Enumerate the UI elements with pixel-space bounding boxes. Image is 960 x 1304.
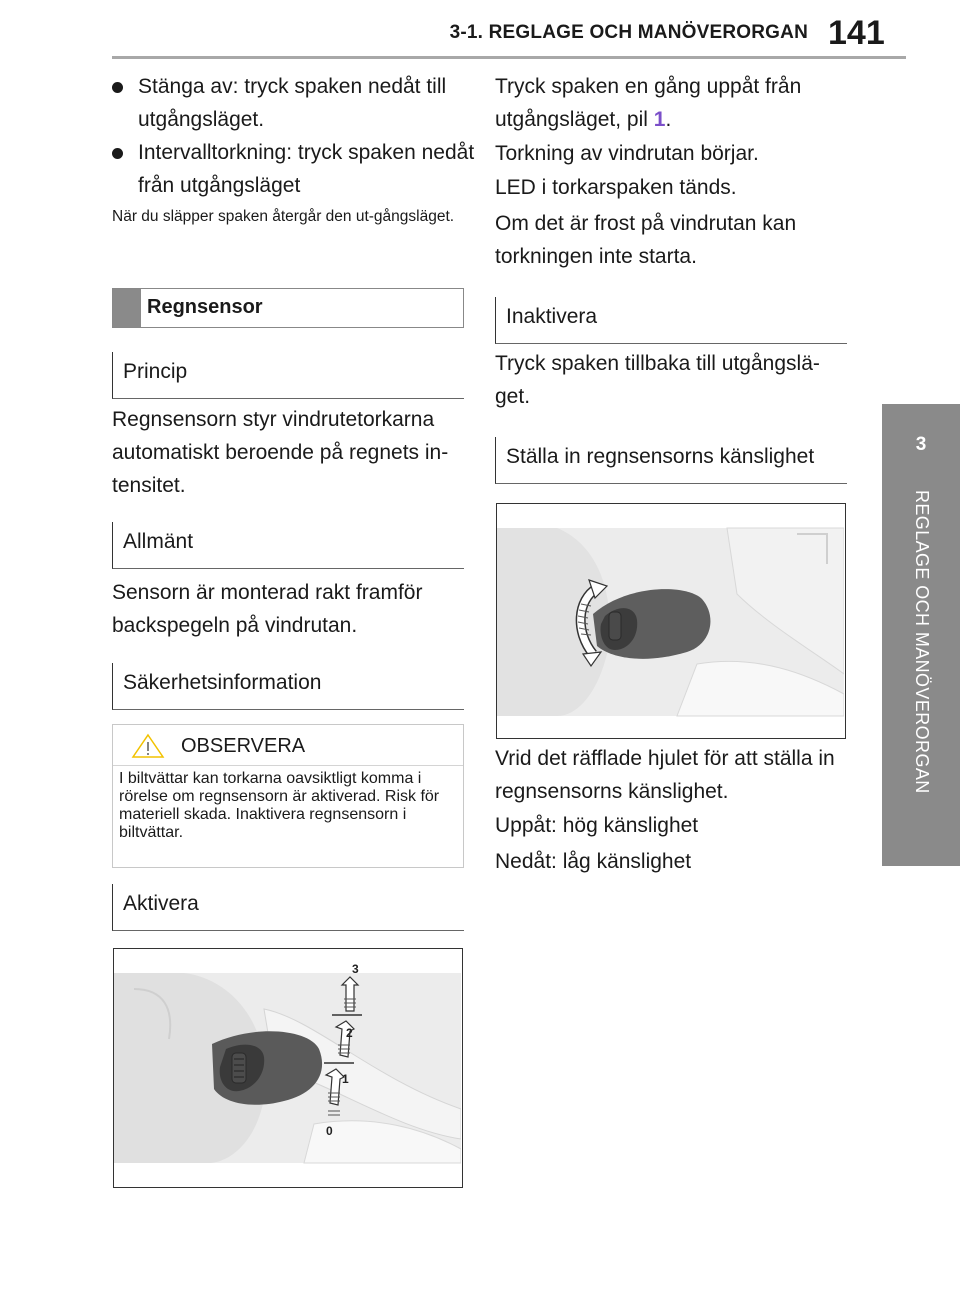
activate-text: Tryck spaken en gång uppåt från utgångsläget, pil [495,75,802,131]
up-sensitivity-text: Uppåt: hög känslighet [495,814,699,837]
subheading-allmant: Allmänt [112,522,464,569]
page-number: 141 [828,14,885,52]
bullet-dot [112,148,123,159]
release-note: När du släpper spaken återgår den ut-gångsläget. [112,208,455,225]
activate-text-end: . [665,108,672,131]
subheading-inaktivera: Inaktivera [495,297,847,344]
position-label-1: 1 [342,1072,349,1086]
heading-bar [113,289,141,327]
warning-box [112,724,464,868]
subheading-aktivera: Aktivera [112,884,464,931]
bullet-text: Intervalltorkning: tryck spaken nedåt från utgångsläget [138,141,475,197]
sensitivity-text: Vrid det räfflade hjulet för att ställa in regnsensorns känslighet. [495,747,835,803]
wiper-stalk-illustration [114,949,461,1186]
bullet-dot [112,82,123,93]
header-rule [112,56,906,59]
section-heading-regnsensor [112,288,464,328]
position-label-3: 3 [352,962,359,976]
warning-triangle-icon [131,733,165,759]
bullet-item [112,70,493,136]
sensitivity-wheel-illustration [497,504,844,737]
subheading-princip: Princip [112,352,464,399]
heading-text: Regnsensor [147,296,263,318]
frost-text: Om det är frost på vindrutan kan torkningen inte starta. [495,212,797,268]
led-text: LED i torkarspaken tänds. [495,176,737,199]
position-label-0: 0 [326,1124,333,1138]
arrow-number-reference: 1 [653,108,666,131]
deactivate-text: Tryck spaken tillbaka till utgångslä-get. [495,352,820,408]
subheading-kanslighet: Ställa in regnsensorns känslighet [495,437,847,484]
sensitivity-wheel-figure [496,503,846,739]
activate-instruction [495,70,850,136]
section-title: 3-1. REGLAGE OCH MANÖVERORGAN [449,22,808,43]
chapter-label: REGLAGE OCH MANÖVERORGAN [912,490,932,794]
warning-text: I biltvättar kan torkarna oavsiktligt komma i rörelse om regnsensorn är aktiverad. Risk för materiell skada. Inaktivera regnsensorn i biltvättar. [119,770,440,841]
warning-title: OBSERVERA [181,735,306,757]
wiping-starts-text: Torkning av vindrutan börjar. [495,142,759,165]
bullet-item [112,136,493,202]
wiper-stalk-figure [113,948,463,1188]
down-sensitivity-text: Nedåt: låg känslighet [495,850,692,873]
principle-text: Regnsensorn styr vindrutetorkarna automatiskt beroende på regnets in-tensitet. [112,408,449,497]
chapter-number: 3 [915,434,927,455]
warning-header [113,725,463,766]
subheading-sakerhet: Säkerhetsinformation [112,663,464,710]
position-label-2: 2 [346,1026,353,1040]
bullet-text: Stänga av: tryck spaken nedåt till utgångsläget. [138,75,447,131]
general-text: Sensorn är monterad rakt framför backspegeln på vindrutan. [112,581,423,637]
